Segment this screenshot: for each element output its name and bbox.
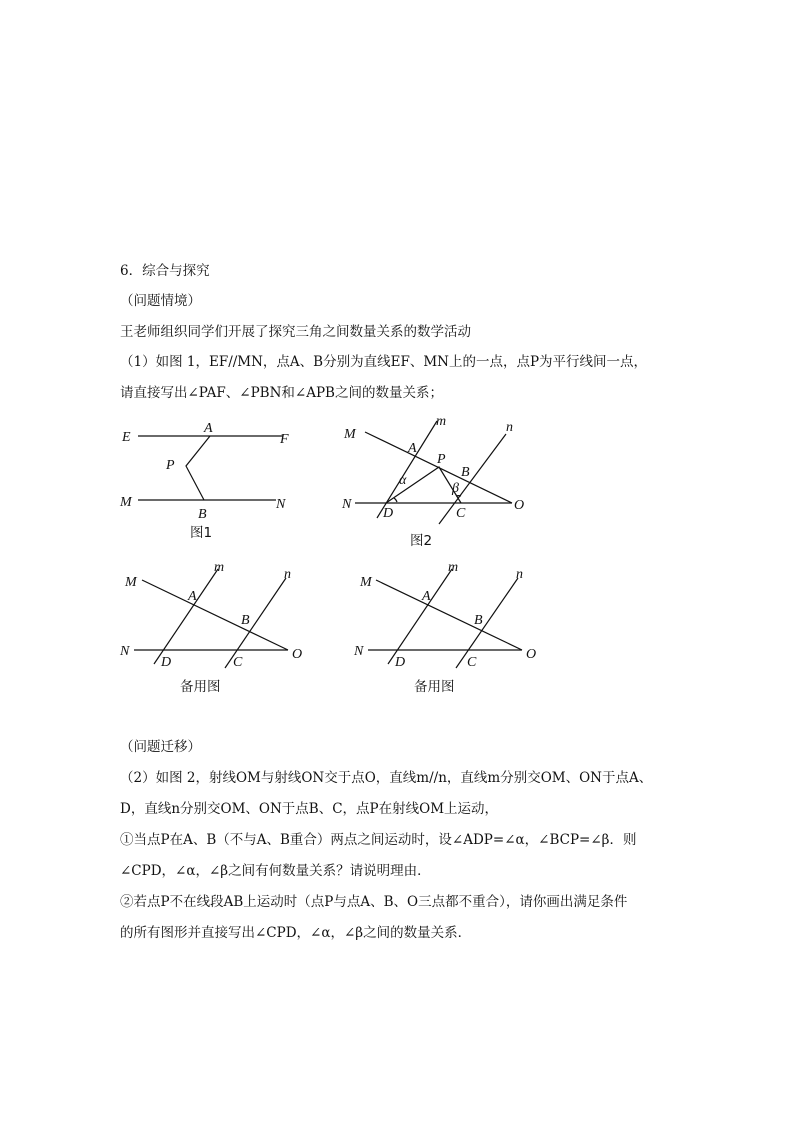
label-C: C [456,506,466,521]
label-D: D [395,655,406,670]
label-C: C [233,655,243,670]
label-E: E [122,430,131,445]
section-heading-transfer: （问题迁移） [120,739,201,755]
label-O: O [526,647,537,662]
question-2-line-2: D，直线n分别交OM、ON于点B、C，点P在射线OM上运动， [120,801,499,817]
label-m: m [214,560,225,575]
label-A: A [188,589,197,604]
label-D: D [161,655,172,670]
label-N: N [342,497,352,512]
label-n: n [516,567,523,582]
label-N: N [354,644,364,659]
question-2-part-1-line-2: ∠CPD，∠α，∠β之间有何数量关系？请说明理由． [120,863,431,879]
label-M: M [125,575,137,590]
label-m: m [436,414,447,429]
label-n: n [284,567,291,582]
label-M: M [360,575,372,590]
label-A: A [204,421,213,436]
question-2-line-1: （2）如图 2，射线OM与射线ON交于点O，直线m//n，直线m分别交OM、ON于点A、 [120,770,653,786]
figure-1-caption: 图1 [190,525,213,541]
label-P: P [437,452,446,467]
spare-figure-1-caption: 备用图 [180,679,221,695]
label-B: B [241,613,250,628]
label-beta: β [452,481,459,496]
figure-1 [118,420,298,545]
label-M: M [344,427,356,442]
label-O: O [292,647,303,662]
label-alpha: α [399,473,407,488]
question-2-part-1-line-1: ①当点P在A、B（不与A、B重合）两点之间运动时，设∠ADP=∠α，∠BCP=∠β．则 [120,832,637,848]
label-B: B [474,613,483,628]
label-N: N [276,497,286,512]
label-M: M [120,495,132,510]
label-B: B [198,507,207,522]
label-A: A [408,441,417,456]
question-2-part-2-line-1: ②若点P不在线段AB上运动时（点P与点A、B、O三点都不重合），请你画出满足条件 [120,894,628,910]
problem-title: 6．综合与探究 [120,263,210,279]
question-2-part-2-line-2: 的所有图形并直接写出∠CPD，∠α，∠β之间的数量关系． [120,925,472,941]
spare-figure-2-caption: 备用图 [414,679,455,695]
label-P: P [166,458,175,473]
label-D: D [383,506,394,521]
label-N: N [120,644,130,659]
label-B: B [461,465,470,480]
spare-figure-2 [352,558,552,698]
label-F: F [280,432,289,447]
label-n: n [506,420,513,435]
figure-2 [340,412,540,554]
intro-text: 王老师组织同学们开展了探究三角之间数量关系的数学活动 [120,324,471,340]
label-O: O [514,498,525,513]
question-1-line-2: 请直接写出∠PAF、∠PBN和∠APB之间的数量关系； [120,385,443,401]
figure-2-caption: 图2 [410,533,433,549]
label-A: A [422,589,431,604]
section-heading-situation: （问题情境） [120,293,201,309]
spare-figure-1 [116,558,316,698]
label-m: m [448,560,459,575]
label-C: C [467,655,477,670]
question-1-line-1: （1）如图 1，EF//MN，点A、B分别为直线EF、MN上的一点，点P为平行线间一点， [120,354,648,370]
